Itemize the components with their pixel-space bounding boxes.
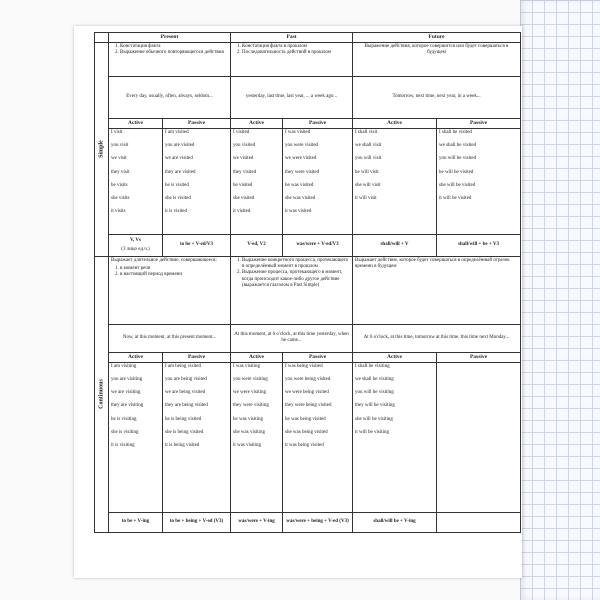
simple-past-active-head: Active bbox=[231, 118, 283, 128]
continuous-future-passive-formula bbox=[437, 512, 521, 532]
form-item: he is visited bbox=[165, 182, 189, 188]
form-item: it visits bbox=[111, 209, 126, 215]
form-item: I shall visit bbox=[355, 129, 378, 135]
continuous-present-active-head: Active bbox=[109, 352, 163, 362]
form-item: we shall be visited bbox=[439, 143, 477, 148]
form-item: she is visiting bbox=[111, 429, 139, 435]
continuous-forms-row bbox=[95, 362, 521, 512]
simple-future-active-head: Active bbox=[353, 118, 437, 128]
form-item: it is visiting bbox=[111, 443, 135, 449]
simple-present-use-2: 2. Выражение обычного повторяющегося действия bbox=[120, 50, 228, 56]
form-item: it will visit bbox=[355, 196, 377, 201]
simple-future-active-formula: shall/will + V bbox=[353, 234, 437, 256]
form-item: he visited bbox=[233, 182, 253, 188]
form-item: I am visited bbox=[165, 129, 189, 135]
form-item: I visit bbox=[111, 129, 123, 135]
form-item: I visited bbox=[233, 129, 250, 135]
simple-present-active-formula bbox=[109, 234, 163, 256]
form-item: they were visiting bbox=[233, 403, 269, 409]
continuous-future-active-head: Active bbox=[353, 352, 437, 362]
form-item: she visited bbox=[233, 196, 255, 201]
grid-paper-page bbox=[520, 0, 600, 600]
continuous-present-passive-head: Passive bbox=[163, 352, 231, 362]
simple-past-passive-formula: was/were + V-ed/V3 bbox=[283, 234, 353, 256]
continuous-present-markers: Now, at this moment, at this present moment... bbox=[109, 324, 231, 352]
form-item: we shall be visiting bbox=[355, 376, 394, 382]
form-item: she is being visited bbox=[165, 429, 204, 435]
form-item: he will be visited bbox=[439, 169, 474, 175]
form-item: we are visiting bbox=[111, 390, 141, 396]
continuous-past-uses bbox=[231, 256, 353, 324]
continuous-present-uses bbox=[109, 256, 231, 324]
continuous-markers-row bbox=[95, 324, 521, 352]
form-item: it was visiting bbox=[233, 443, 262, 449]
continuous-past-passive-formula: was/were + being + V-ed (V3) bbox=[283, 512, 353, 532]
form-item: you are being visited bbox=[165, 376, 207, 382]
simple-past-active-forms bbox=[231, 128, 283, 234]
form-item: you visit bbox=[111, 143, 129, 148]
form-item: she is visited bbox=[165, 196, 191, 201]
form-item: she visits bbox=[111, 196, 130, 201]
form-item: you will be visited bbox=[439, 156, 477, 162]
simple-markers-row bbox=[95, 76, 521, 118]
continuous-future-uses: Выражает действие, которое будет совершаться в определённый отрезок времени в будущем bbox=[353, 256, 521, 324]
simple-past-markers: yesterday, last time, last year, ... a week ago... bbox=[231, 76, 353, 118]
continuous-future-passive-head: Passive bbox=[437, 352, 521, 362]
form-item: it will be visited bbox=[439, 196, 472, 201]
simple-present-passive-head: Passive bbox=[163, 118, 231, 128]
form-item: we visited bbox=[233, 156, 254, 162]
form-item: you are visiting bbox=[111, 376, 143, 382]
simple-voice-row bbox=[95, 118, 521, 128]
continuous-past-use-1: 1. Выражение конкретного процесса, протекающего в определённый момент в прошлом bbox=[242, 258, 350, 271]
form-item: I was being visited bbox=[285, 363, 323, 369]
form-item: we were visited bbox=[285, 156, 317, 162]
form-item: we are being visited bbox=[165, 390, 206, 396]
form-item: we are visited bbox=[165, 156, 193, 162]
form-item: he was visited bbox=[285, 182, 314, 188]
header-row bbox=[95, 33, 521, 43]
form-item: it was being visited bbox=[285, 443, 324, 449]
form-item: he will visit bbox=[355, 169, 379, 175]
form-item: we visit bbox=[111, 156, 127, 162]
continuous-present-passive-forms bbox=[163, 362, 231, 512]
form-item: he is being visited bbox=[165, 416, 202, 422]
form-item: they were visited bbox=[285, 169, 320, 175]
simple-forms-row bbox=[95, 128, 521, 234]
continuous-present-use-1: 1. в момент речи bbox=[120, 266, 228, 272]
continuous-present-use-2: 2. в настоящий период времени bbox=[120, 272, 228, 278]
form-item: you were visiting bbox=[233, 376, 268, 382]
form-item: I am visiting bbox=[111, 363, 137, 369]
simple-future-active-forms bbox=[353, 128, 437, 234]
form-item: we were being visited bbox=[285, 390, 329, 396]
simple-present-uses bbox=[109, 42, 231, 76]
continuous-past-markers: At this moment, at 6 o'clock, at this time yesterday, when he came... bbox=[231, 324, 353, 352]
form-item: she will be visiting bbox=[355, 416, 393, 422]
simple-past-use-2: 2. Последовательность действий в прошлом bbox=[242, 50, 350, 56]
simple-present-markers: Every day, usually, often, always, seldom... bbox=[109, 76, 231, 118]
form-item: they visited bbox=[233, 169, 257, 175]
past-header: Past bbox=[231, 33, 353, 43]
form-item: she was visited bbox=[285, 196, 316, 201]
form-item: he was being visited bbox=[285, 416, 326, 422]
form-item: she was being visited bbox=[285, 429, 328, 435]
simple-present-passive-formula: to be + V-ed/V3 bbox=[163, 234, 231, 256]
form-item: they will be visiting bbox=[355, 403, 395, 409]
simple-past-passive-head: Passive bbox=[283, 118, 353, 128]
form-item: I am being visited bbox=[165, 363, 201, 369]
simple-present-active-forms bbox=[109, 128, 163, 234]
continuous-uses-row bbox=[95, 256, 521, 324]
future-header: Future bbox=[353, 33, 521, 43]
simple-future-passive-formula: shall/will + be + V3 bbox=[437, 234, 521, 256]
form-item: I shall be visiting bbox=[355, 363, 390, 369]
continuous-past-use-2: 2. Выражение процесса, протекающего в момент, когда происходит какое-либо другое действие (выражается глаголом в Past Simple) bbox=[242, 270, 350, 289]
continuous-voice-row bbox=[95, 352, 521, 362]
form-item: they are visiting bbox=[111, 403, 144, 409]
form-item: they visit bbox=[111, 169, 130, 175]
formula-text: V, Vs bbox=[130, 237, 141, 243]
form-item: we shall visit bbox=[355, 143, 382, 148]
continuous-future-active-forms bbox=[353, 362, 437, 512]
continuous-past-active-formula: was/were + V-ing bbox=[231, 512, 283, 532]
continuous-future-markers: At 6 o'clock, at this time, tomorrow at this time, this time next Monday... bbox=[353, 324, 521, 352]
corner-cell bbox=[95, 33, 109, 43]
simple-future-uses: Выражение действия, которое совершится или будет совершаться в будущем bbox=[353, 42, 521, 76]
tenses-table bbox=[94, 32, 521, 533]
continuous-past-passive-forms bbox=[283, 362, 353, 512]
simple-past-use-1: 1. Констатация факта в прошлом bbox=[242, 44, 350, 50]
simple-future-passive-forms bbox=[437, 128, 521, 234]
continuous-present-active-forms bbox=[109, 362, 163, 512]
continuous-past-passive-head: Passive bbox=[283, 352, 353, 362]
form-item: they are visited bbox=[165, 169, 196, 175]
present-header: Present bbox=[109, 33, 231, 43]
simple-future-passive-head: Passive bbox=[437, 118, 521, 128]
form-item: you will visit bbox=[355, 156, 382, 162]
form-item: you are visited bbox=[165, 143, 195, 148]
form-item: she will visit bbox=[355, 182, 381, 188]
continuous-present-active-formula: to be + V-ing bbox=[109, 512, 163, 532]
simple-uses-row bbox=[95, 42, 521, 76]
form-item: you visited bbox=[233, 143, 256, 148]
continuous-past-active-forms bbox=[231, 362, 283, 512]
simple-past-passive-forms bbox=[283, 128, 353, 234]
form-item: she will be visited bbox=[439, 182, 476, 188]
simple-past-active-formula: V-ed, V2 bbox=[231, 234, 283, 256]
continuous-label: Continuous bbox=[95, 256, 109, 532]
formula-note: (3 лицо ед.ч.) bbox=[121, 246, 150, 252]
continuous-past-active-head: Active bbox=[231, 352, 283, 362]
form-item: I shall be visited bbox=[439, 129, 472, 135]
form-item: it is visited bbox=[165, 209, 187, 215]
form-item: you were visited bbox=[285, 143, 319, 148]
simple-formula-row bbox=[95, 234, 521, 256]
form-item: I was visiting bbox=[233, 363, 260, 369]
simple-present-use-1: 1. Констатация факта bbox=[120, 44, 228, 50]
form-item: it visited bbox=[233, 209, 251, 215]
continuous-future-passive-forms bbox=[437, 362, 521, 512]
form-item: you were being visited bbox=[285, 376, 331, 382]
form-item: it is being visited bbox=[165, 443, 200, 449]
continuous-future-active-formula: shall/will be + V-ing bbox=[353, 512, 437, 532]
form-item: you will be visiting bbox=[355, 390, 394, 396]
continuous-formula-row bbox=[95, 512, 521, 532]
simple-future-markers: Tomorrow, next time, next year, in a week... bbox=[353, 76, 521, 118]
simple-label: Simple bbox=[95, 42, 109, 256]
simple-past-uses bbox=[231, 42, 353, 76]
form-item: it will be visiting bbox=[355, 429, 390, 435]
form-item: it was visited bbox=[285, 209, 312, 215]
form-item: he is visiting bbox=[111, 416, 137, 422]
continuous-present-intro: Выражает длительное действие, совершающееся: bbox=[111, 257, 217, 263]
simple-present-passive-forms bbox=[163, 128, 231, 234]
form-item: they are being visited bbox=[165, 403, 208, 409]
form-item: I was visited bbox=[285, 129, 311, 135]
continuous-present-passive-formula: to be + being + V-ed (V3) bbox=[163, 512, 231, 532]
form-item: we were visiting bbox=[233, 390, 267, 396]
form-item: they were being visited bbox=[285, 403, 332, 409]
form-item: he visits bbox=[111, 182, 128, 188]
simple-present-active-head: Active bbox=[109, 118, 163, 128]
form-item: she was visiting bbox=[233, 429, 265, 435]
form-item: he was visiting bbox=[233, 416, 263, 422]
